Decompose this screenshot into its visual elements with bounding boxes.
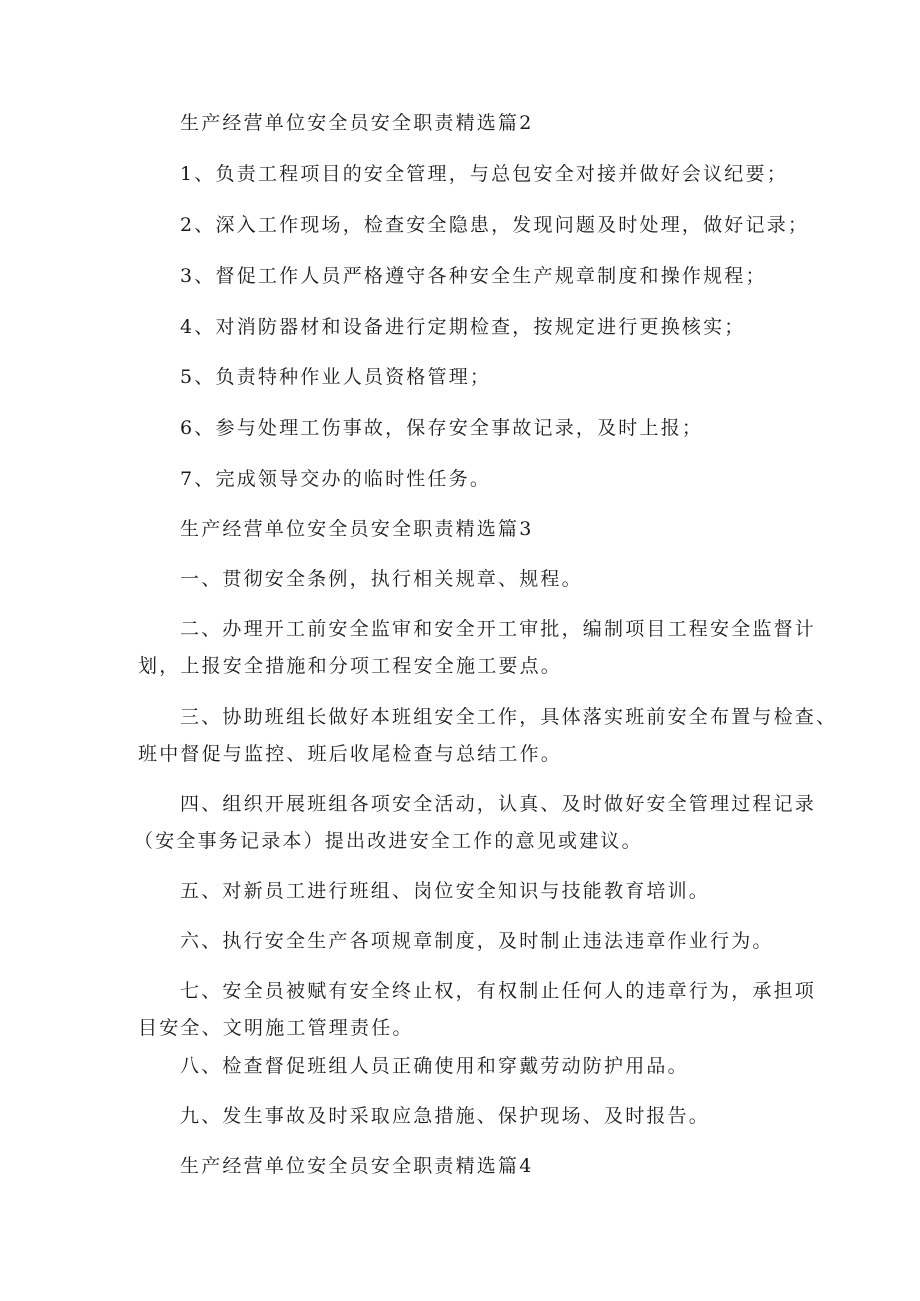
section2-title: 生产经营单位安全员安全职责精选篇2 xyxy=(180,112,534,134)
section3-item-5: 五、对新员工进行班组、岗位安全知识与技能教育培训。 xyxy=(180,880,711,902)
section3-item-8: 八、检查督促班组人员正确使用和穿戴劳动防护用品。 xyxy=(180,1055,689,1077)
section2-item-1: 1、负责工程项目的安全管理，与总包安全对接并做好会议纪要； xyxy=(180,163,788,185)
section3-item-7-line1: 七、安全员被赋有安全终止权，有权制止任何人的违章行为，承担项 xyxy=(180,980,817,1002)
section3-item-7-line2: 目安全、文明施工管理责任。 xyxy=(138,1017,414,1039)
section3-item-6: 六、执行安全生产各项规章制度，及时制止违法违章作业行为。 xyxy=(180,930,774,952)
section3-item-9: 九、发生事故及时采取应急措施、保护现场、及时报告。 xyxy=(180,1105,711,1127)
section3-item-4-line2: （安全事务记录本）提出改进安全工作的意见或建议。 xyxy=(134,830,643,852)
section3-item-1: 一、贯彻安全条例，执行相关规章、规程。 xyxy=(180,568,583,590)
section2-item-4: 4、对消防器材和设备进行定期检查，按规定进行更换核实； xyxy=(180,316,746,338)
section3-item-3-line2: 班中督促与监控、班后收尾检查与总结工作。 xyxy=(138,743,563,765)
section2-item-6: 6、参与处理工伤事故，保存安全事故记录，及时上报； xyxy=(180,417,704,439)
section2-item-7: 7、完成领导交办的临时性任务。 xyxy=(180,468,492,490)
section3-title: 生产经营单位安全员安全职责精选篇3 xyxy=(180,518,534,540)
section3-item-4-line1: 四、组织开展班组各项安全活动，认真、及时做好安全管理过程记录 xyxy=(180,793,817,815)
section3-item-2-line1: 二、办理开工前安全监审和安全开工审批，编制项目工程安全监督计 xyxy=(180,618,817,640)
section2-item-5: 5、负责特种作业人员资格管理； xyxy=(180,366,492,388)
section2-item-3: 3、督促工作人员严格遵守各种安全生产规章制度和操作规程； xyxy=(180,265,767,287)
section2-item-2: 2、深入工作现场，检查安全隐患，发现问题及时处理，做好记录； xyxy=(180,214,810,236)
section3-item-3-line1: 三、协助班组长做好本班组安全工作，具体落实班前安全布置与检查、 xyxy=(180,706,838,728)
section3-item-2-line2: 划，上报安全措施和分项工程安全施工要点。 xyxy=(138,655,563,677)
section4-title: 生产经营单位安全员安全职责精选篇4 xyxy=(180,1155,534,1177)
